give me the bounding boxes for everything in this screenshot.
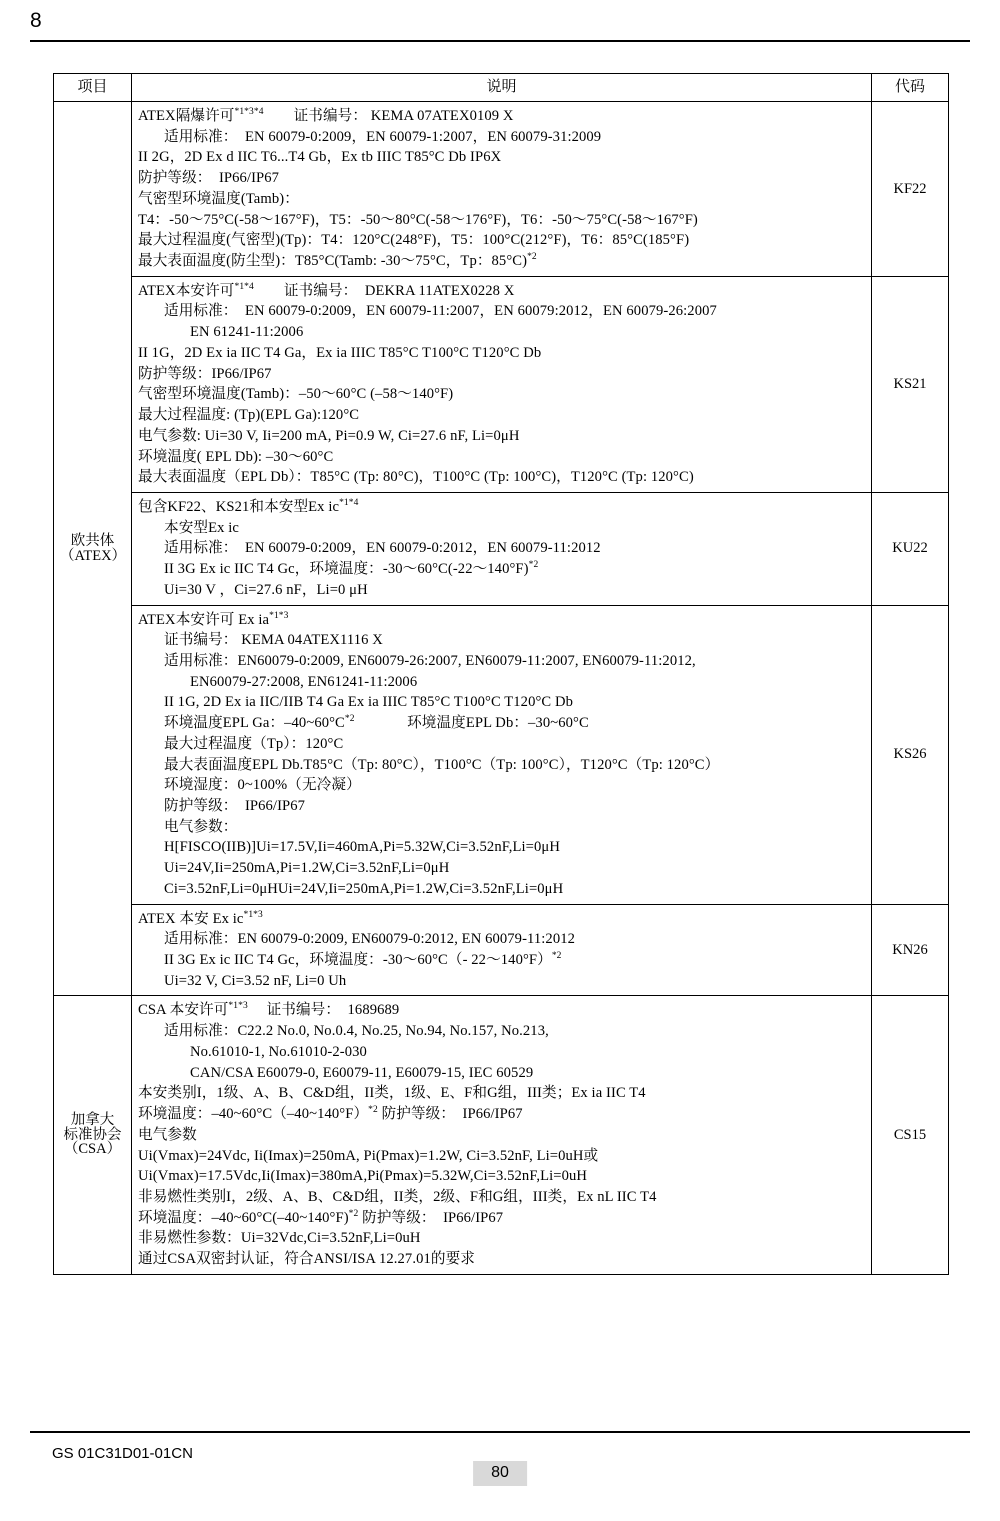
- footnote-marker: *1*3: [269, 610, 289, 621]
- table-body: [54, 102, 949, 1275]
- footnote-marker: *1*3*4: [234, 107, 264, 118]
- footnote-marker: *1*4: [234, 281, 254, 292]
- description-line: 适用标准：EN 60079-0:2009, EN60079-0:2012, EN 60079-11:2012: [164, 931, 576, 948]
- description-line: 非易燃性类别I，2级、A、B、C&D组，II类，2级、F和G组，III类，Ex nL IIC T4: [138, 1188, 657, 1205]
- group-cell: 加拿大 标准协会 （CSA）: [54, 996, 132, 1274]
- footnote-marker: *2: [551, 951, 562, 962]
- code-cell: KS21: [872, 276, 949, 492]
- description-line: II 1G，2D Ex ia IIC T4 Ga，Ex ia IIIC T85°C T100°C T120°C Db: [138, 344, 542, 361]
- description-line: 最大过程温度(气密型)(Tp)：T4：120°C(248°F)，T5：100°C(212°F)，T6：85°C(185°F): [138, 232, 690, 249]
- description-line: 环境温度：–40~60°C(–40~140°F)$^{*2}$ 防护等级： IP66/IP67: [138, 1208, 504, 1226]
- description-cell: [132, 276, 872, 492]
- table-row: [54, 996, 949, 1274]
- description-line: 本安类别I，1级、A、B、C&D组，II类，1级、E、F和G组，III类；Ex ia IIC T4: [138, 1085, 646, 1102]
- table-row: [54, 276, 949, 492]
- footnote-marker: *2: [368, 1105, 378, 1116]
- description-line: CSA 本安许可$^{*1*3}$ 证书编号： 1689689: [138, 1001, 400, 1019]
- description-line: 最大表面温度EPL Db.T85°C（Tp: 80°C），T100°C（Tp: 100°C），T120°C（Tp: 120°C）: [164, 756, 720, 773]
- description-line: 适用标准： EN 60079-0:2009，EN 60079-0:2012，EN 60079-11:2012: [164, 540, 601, 557]
- code-cell: KS26: [872, 605, 949, 904]
- description-line: 非易燃性参数：Ui=32Vdc,Ci=3.52nF,Li=0uH: [138, 1230, 421, 1247]
- description-cell: [132, 102, 872, 277]
- page-header: [30, 8, 970, 42]
- description-line: 适用标准：C22.2 No.0, No.0.4, No.25, No.94, No.157, No.213,: [164, 1023, 549, 1040]
- description-line: No.61010-1, No.61010-2-030: [190, 1043, 367, 1060]
- spec-table: [53, 73, 949, 1275]
- description-line: Ui(Vmax)=17.5Vdc,Ii(Imax)=380mA,Pi(Pmax)=5.32W,Ci=3.52nF,Li=0uH: [138, 1168, 588, 1185]
- page-number: 80: [473, 1461, 527, 1486]
- table-row: [54, 605, 949, 904]
- header-divider: [30, 40, 970, 42]
- description-line: II 1G, 2D Ex ia IIC/IIB T4 Ga Ex ia IIIC T85°C T100°C T120°C Db: [164, 694, 574, 711]
- description-line: 气密型环境温度(Tamb)：–50～60°C (–58～140°F): [138, 386, 454, 403]
- document-code: GS 01C31D01-01CN: [52, 1445, 193, 1462]
- description-cell: [132, 996, 872, 1274]
- table-row: [54, 904, 949, 996]
- table-row: [54, 492, 949, 605]
- description-line: 环境温度EPL Ga：$-40\sim 60^\circ C^{*2}$ 环境温度EPL Db：–30~60°C: [164, 714, 589, 732]
- description-line: 证书编号： KEMA 04ATEX1116 X: [164, 632, 383, 649]
- description-line: 防护等级： IP66/IP67: [164, 798, 306, 814]
- chapter-number: 8: [30, 9, 42, 32]
- col-header-code: 代码: [872, 74, 949, 102]
- footer-divider: [30, 1431, 970, 1433]
- description-line: 最大表面温度(防尘型)：T85°C(Tamb: -30～75°C，Tp：85°C)$^{*2}$: [138, 252, 537, 270]
- col-header-description: 说明: [132, 74, 872, 102]
- page-footer: [30, 1431, 970, 1491]
- col-header-item: 项目: [54, 74, 132, 102]
- description-line: 包含KF22、KS21和本安型Ex $ic^{*1*4}$: [138, 498, 359, 515]
- description-line: II 2G，2D Ex d IIC T6...T4 Gb，Ex tb IIIC T85°C Db IP6X: [138, 149, 502, 166]
- spec-table-wrapper: [53, 73, 948, 1275]
- footnote-marker: *1*4: [339, 498, 359, 509]
- description-line: II 3G Ex ic IIC T4 Gc，环境温度：-30～60°C（- 22～140°F）$^{*2}$: [164, 951, 562, 969]
- description-line: 气密型环境温度(Tamb)：: [138, 190, 299, 207]
- description-line: II 3G Ex ic IIC T4 Gc，环境温度：-30～60°C(-22～140°F)$^{*2}$: [164, 560, 539, 578]
- footnote-marker: *1*3: [228, 1001, 248, 1012]
- description-line: 本安型Ex ic: [164, 519, 239, 536]
- footnote-marker: *2: [528, 560, 539, 571]
- table-row: [54, 102, 949, 277]
- description-line: ATEX本安许可 Ex $ia^{*1*3}$: [138, 610, 289, 628]
- description-line: 电气参数：: [164, 818, 238, 835]
- description-line: 适用标准： EN 60079-0:2009，EN 60079-11:2007，EN 60079:2012，EN 60079-26:2007: [164, 303, 717, 320]
- description-line: 防护等级： IP66/IP67: [138, 170, 280, 187]
- description-line: ATEX隔爆许可$^{*1*3*4}$ 证书编号： KEMA 07ATEX0109 X: [138, 107, 514, 124]
- description-line: 适用标准： EN 60079-0:2009，EN 60079-1:2007，EN 60079-31:2009: [164, 128, 602, 145]
- description-cell: [132, 605, 872, 904]
- description-line: 最大表面温度（EPL Db）：T85°C (Tp: 80°C)，T100°C (Tp: 100°C)，T120°C (Tp: 120°C): [138, 469, 694, 486]
- description-line: 环境湿度：0~100%（无冷凝）: [164, 777, 361, 794]
- footnote-marker: *2: [344, 714, 355, 725]
- description-line: 电气参数: [138, 1126, 197, 1143]
- description-line: 电气参数: Ui=30 V, Ii=200 mA, Pi=0.9 W, Ci=27.6 nF, Li=0μH: [138, 427, 520, 444]
- description-line: 通过CSA双密封认证，符合ANSI/ISA 12.27.01的要求: [138, 1251, 475, 1268]
- description-line: CAN/CSA E60079-0, E60079-11, E60079-15, IEC 60529: [190, 1064, 534, 1081]
- description-line: EN60079-27:2008, EN61241-11:2006: [190, 673, 418, 690]
- description-line: 适用标准：EN60079-0:2009, EN60079-26:2007, EN60079-11:2007, EN60079-11:2012,: [164, 652, 696, 669]
- description-line: ATEX 本安 Ex $ic^{*1*3}$: [138, 909, 263, 927]
- description-line: 环境温度：–40~60°C（–40~140°F）$^{*2}$ 防护等级： IP66/IP67: [138, 1105, 523, 1123]
- footnote-marker: *2: [527, 252, 537, 263]
- description-cell: [132, 904, 872, 996]
- description-line: T4：-50～75°C(-58～167°F)，T5：-50～80°C(-58～176°F)，T6：-50～75°C(-58～167°F): [138, 211, 698, 228]
- table-header-row: [54, 74, 949, 102]
- description-line: 防护等级：IP66/IP67: [138, 365, 272, 382]
- code-cell: KF22: [872, 102, 949, 277]
- description-line: ATEX本安许可$^{*1*4}$ 证书编号： DEKRA 11ATEX0228 X: [138, 281, 515, 299]
- description-line: 环境温度( EPL Db): –30～60°C: [138, 448, 334, 465]
- description-cell: [132, 492, 872, 605]
- description-line: 最大过程温度（Tp）：120°C: [164, 735, 344, 752]
- code-cell: KN26: [872, 904, 949, 996]
- description-line: Ui=32 V, Ci=3.52 nF, Li=0 Uh: [164, 972, 347, 989]
- code-cell: CS15: [872, 996, 949, 1274]
- footnote-marker: *1*3: [243, 909, 263, 920]
- description-line: H[FISCO(IIB)]Ui=17.5V,Ii=460mA,Pi=5.32W,Ci=3.52nF,Li=0μH: [164, 839, 560, 856]
- description-line: EN 61241-11:2006: [190, 324, 304, 341]
- description-line: Ui=24V,Ii=250mA,Pi=1.2W,Ci=3.52nF,Li=0μH: [164, 860, 450, 877]
- footnote-marker: *2: [348, 1208, 359, 1219]
- group-cell: 欧共体 （ATEX）: [54, 102, 132, 996]
- description-line: 最大过程温度: (Tp)(EPL Ga):120°C: [138, 407, 360, 424]
- code-cell: KU22: [872, 492, 949, 605]
- description-line: Ci=3.52nF,Li=0μHUi=24V,Ii=250mA,Pi=1.2W,Ci=3.52nF,Li=0μH: [164, 880, 564, 897]
- description-line: Ui=30 V ，Ci=27.6 nF，Li=0 μH: [164, 581, 368, 598]
- description-line: Ui(Vmax)=24Vdc, Ii(Imax)=250mA, Pi(Pmax)=1.2W, Ci=3.52nF, Li=0uH或: [138, 1147, 599, 1164]
